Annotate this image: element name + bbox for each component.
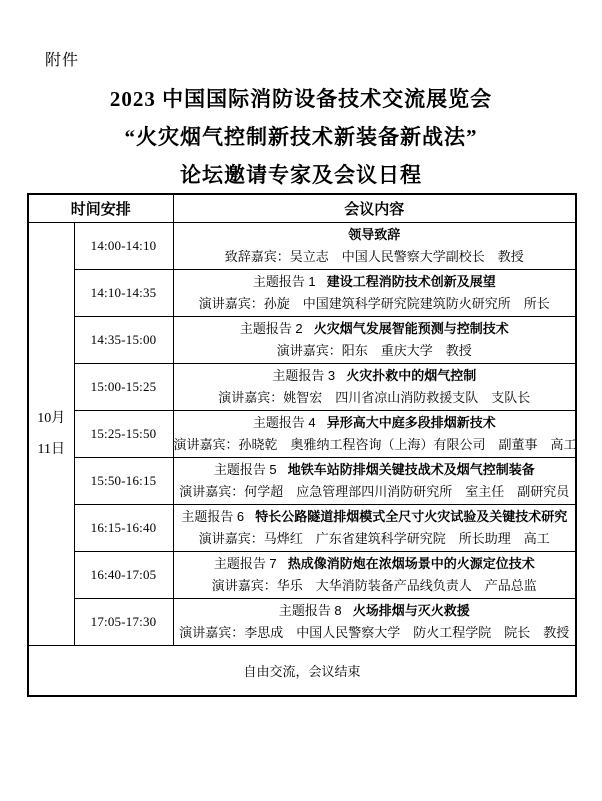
time-cell: 14:10-14:35 <box>74 270 173 317</box>
closing-note: 自由交流，会议结束 <box>28 646 576 697</box>
time-cell: 16:40-17:05 <box>74 552 173 599</box>
speaker-line: 演讲嘉宾：李思成 中国人民警察大学 防火工程学院 院长 教授 <box>179 625 570 640</box>
speaker-line: 演讲嘉宾：孙旋 中国建筑科学研究院建筑防火研究所 所长 <box>198 296 550 311</box>
content-cell <box>173 552 576 599</box>
table-row <box>28 411 576 458</box>
content-cell <box>173 317 576 364</box>
time-cell: 15:50-16:15 <box>74 458 173 505</box>
table-row <box>28 223 576 270</box>
session-name: 特长公路隧道排烟模式全尺寸火灾试验及关键技术研究 <box>255 509 568 524</box>
date-month: 10月 <box>37 411 66 426</box>
content-cell <box>173 223 576 270</box>
header-time: 时间安排 <box>28 194 173 223</box>
time-cell: 17:05-17:30 <box>74 599 173 646</box>
content-cell <box>173 411 576 458</box>
page-title-line-3: 论坛邀请专家及会议日程 <box>180 163 422 187</box>
agenda-table <box>27 193 577 697</box>
table-row <box>28 552 576 599</box>
speaker-line: 演讲嘉宾：马烨红 广东省建筑科学研究院 所长助理 高工 <box>198 531 550 546</box>
session-prefix: 主题报告 6 <box>181 509 245 524</box>
session-prefix: 主题报告 5 <box>213 462 277 477</box>
date-cell <box>28 223 74 646</box>
session-prefix: 主题报告 1 <box>252 274 316 289</box>
session-name: 建设工程消防技术创新及展望 <box>326 274 496 289</box>
content-cell <box>173 458 576 505</box>
session-title <box>174 600 576 622</box>
session-title <box>174 459 576 481</box>
page-title <box>0 80 602 194</box>
session-title <box>174 365 576 387</box>
table-row <box>28 458 576 505</box>
header-content: 会议内容 <box>173 194 576 223</box>
speaker-line: 演讲嘉宾：孙晓乾 奥雅纳工程咨询（上海）有限公司 副董事 高工 <box>173 437 577 452</box>
session-title <box>174 271 576 293</box>
content-cell <box>173 599 576 646</box>
session-prefix: 主题报告 2 <box>239 321 303 336</box>
session-prefix: 主题报告 3 <box>272 368 336 383</box>
speaker-line: 演讲嘉宾：华乐 大华消防装备产品线负责人 产品总监 <box>211 578 537 593</box>
page-title-line-2: “火灾烟气控制新技术新装备新战法” <box>124 125 478 149</box>
session-title <box>174 553 576 575</box>
speaker-line: 致辞嘉宾：吴立志 中国人民警察大学副校长 教授 <box>224 249 524 264</box>
session-title <box>174 412 576 434</box>
time-cell: 16:15-16:40 <box>74 505 173 552</box>
session-name: 火场排烟与灭火救援 <box>352 603 470 618</box>
content-cell <box>173 364 576 411</box>
session-title <box>174 318 576 340</box>
footer-row <box>28 646 576 697</box>
table-row <box>28 505 576 552</box>
session-name: 领导致辞 <box>348 227 401 242</box>
header-row <box>28 194 576 223</box>
content-cell <box>173 505 576 552</box>
session-name: 热成像消防炮在浓烟场景中的火源定位技术 <box>287 556 535 571</box>
table-row <box>28 364 576 411</box>
session-name: 火灾扑救中的烟气控制 <box>346 368 477 383</box>
session-title <box>174 506 576 528</box>
session-name: 火灾烟气发展智能预测与控制技术 <box>313 321 509 336</box>
session-prefix: 主题报告 8 <box>278 603 342 618</box>
time-cell: 14:35-15:00 <box>74 317 173 364</box>
time-cell: 14:00-14:10 <box>74 223 173 270</box>
table-row <box>28 270 576 317</box>
session-name: 地铁车站防排烟关键技战术及烟气控制装备 <box>287 462 535 477</box>
session-name: 异形高大中庭多段排烟新技术 <box>326 415 496 430</box>
content-cell <box>173 270 576 317</box>
table-row <box>28 317 576 364</box>
speaker-line: 演讲嘉宾：阳东 重庆大学 教授 <box>276 343 472 358</box>
attachment-label: 附件 <box>45 52 80 69</box>
session-title <box>174 224 576 246</box>
session-prefix: 主题报告 7 <box>213 556 277 571</box>
speaker-line: 演讲嘉宾：何学超 应急管理部四川消防研究所 室主任 副研究员 <box>179 484 570 499</box>
time-cell: 15:00-15:25 <box>74 364 173 411</box>
date-day: 11日 <box>37 442 65 457</box>
page-title-line-1: 2023 中国国际消防设备技术交流展览会 <box>109 87 493 111</box>
table-row <box>28 599 576 646</box>
time-cell: 15:25-15:50 <box>74 411 173 458</box>
session-prefix: 主题报告 4 <box>252 415 316 430</box>
speaker-line: 演讲嘉宾：姚智宏 四川省凉山消防救援支队 支队长 <box>218 390 531 405</box>
